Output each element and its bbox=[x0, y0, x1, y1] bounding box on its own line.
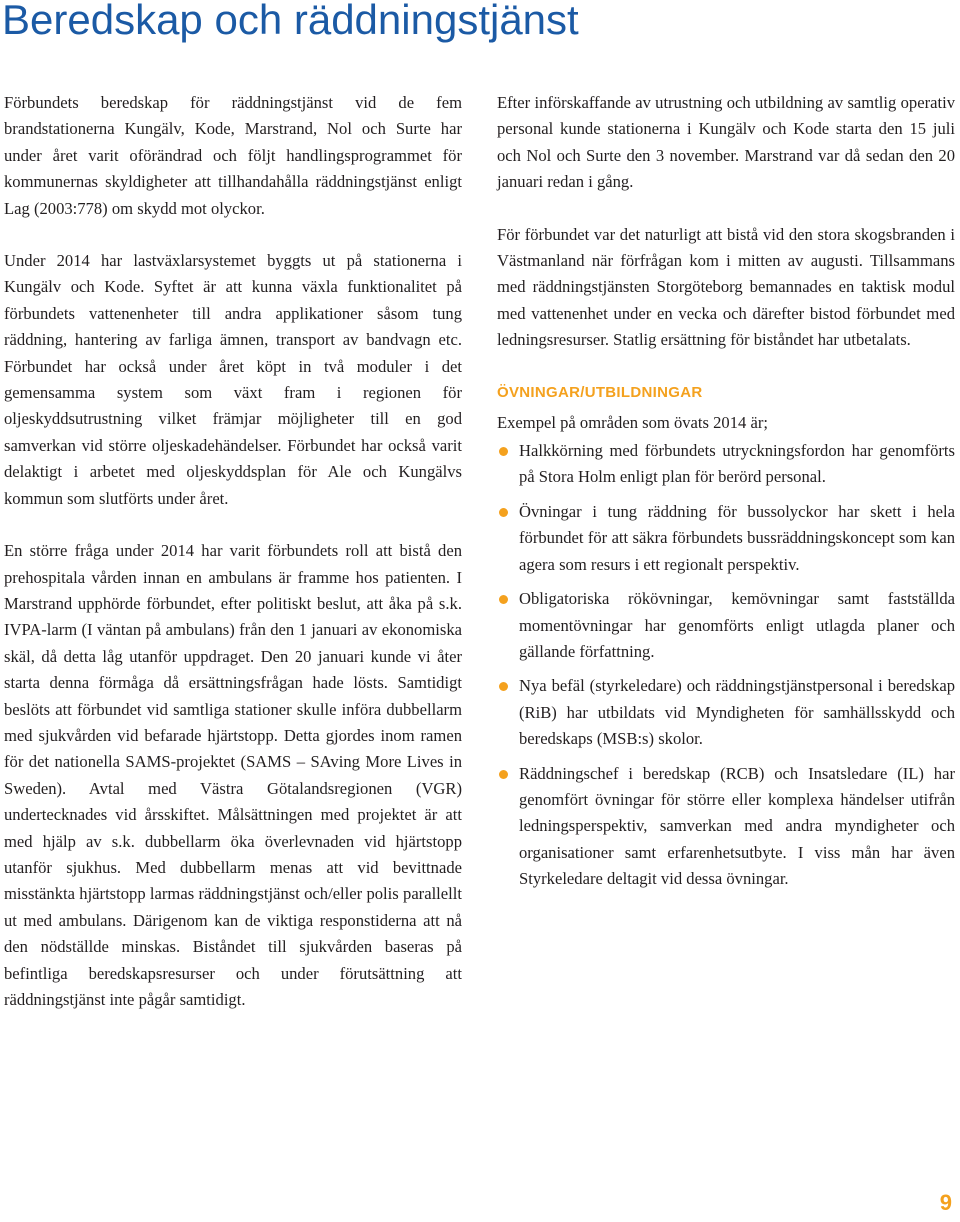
paragraph-skogsbrand: För förbundet var det naturligt att bistå vid den stora skogsbranden i Västmanland när förfrågan kom i mitten av augusti. Tillsammans med räddningstjänsten Storgöteborg bemannades en taktisk modul med vattenenhet under en vecka och därefter bistod förbundet med ledningsresurser. Statlig ersättning för biståndet har utbetalats. bbox=[497, 224, 955, 350]
section-heading-ovningar: ÖVNINGAR/UTBILDNINGAR bbox=[497, 383, 703, 401]
right-column bbox=[497, 90, 955, 901]
list-item bbox=[497, 499, 955, 578]
list-item bbox=[497, 673, 955, 752]
bullet-dot-icon bbox=[499, 770, 508, 779]
list-item bbox=[497, 761, 955, 893]
paragraph-utrustning: Efter införskaffande av utrustning och utbildning av samtlig operativ personal kunde stationerna i Kungälv och Kode starta den 15 juli och Nol och Surte den 3 november. Marstrand var då sedan den 20 januari redan i gång. bbox=[497, 93, 955, 192]
left-column bbox=[4, 90, 462, 1039]
section-intro: Exempel på områden som övats 2014 är; bbox=[497, 412, 768, 432]
bullet-dot-icon bbox=[499, 682, 508, 691]
list-item-text: Övningar i tung räddning för bussolyckor har skett i hela förbundet för att säkra förbundets bussräddningskoncept som kan agera som resurs i ett regionalt perspektiv. bbox=[519, 501, 955, 574]
paragraph-beredskap: Förbundets beredskap för räddningstjänst vid de fem brandstationerna Kungälv, Kode, Marstrand, Nol och Surte har under året varit oförändrad och följt handlingsprogrammet för kommunernas skyldigheter att tillhandahålla räddningstjänst enligt Lag (2003:778) om skydd mot olyckor. bbox=[4, 93, 462, 218]
paragraph-lastvaxlarsystem: Under 2014 har lastväxlarsystemet byggts ut på stationerna i Kungälv och Kode. Syftet är att kunna växla funktionalitet på förbundets vattenenheter till andra applikationer såsom tung räddning, hantering av farliga ämnen, transport av bandvagn etc. Förbundet har också under året köpt in två moduler i det gemensamma system som växt fram i regionen för oljeskyddsutrustning vilket främjar möjligheter till en god samverkan vid större oljeskadehändelser. Förbundet har också varit delaktigt i arbetet med oljeskyddsplan för Ale och Kungälvs kommun som slutförts under året. bbox=[4, 251, 462, 508]
list-item bbox=[497, 586, 955, 665]
list-item-text: Halkkörning med förbundets utryckningsfordon har genomförts på Stora Holm enligt plan för berörd personal. bbox=[519, 441, 955, 487]
bullet-dot-icon bbox=[499, 595, 508, 604]
bullet-dot-icon bbox=[499, 447, 508, 456]
exercise-list bbox=[497, 438, 955, 893]
list-item-text: Obligatoriska rökövningar, kemövningar samt fastställda momentövningar har genomförts enligt utlagda planer och gällande författning. bbox=[519, 589, 955, 661]
list-item-text: Räddningschef i beredskap (RCB) och Insatsledare (IL) har genomfört övningar för större eller komplexa händelser utifrån ledningsperspektiv, samverkan med andra myndigheter och organisationer samt erfarenhetsutbyte. I viss mån har även Styrkeledare deltagit vid dessa övningar. bbox=[519, 763, 955, 889]
list-item-text: Nya befäl (styrkeledare) och räddningstjänstpersonal i beredskap (RiB) har utbildats vid Myndigheten för samhällsskydd och beredskaps (MSB:s) skolor. bbox=[519, 676, 955, 749]
list-item bbox=[497, 438, 955, 491]
paragraph-prehospital: En större fråga under 2014 har varit förbundets roll att bistå den prehospitala vården innan en ambulans är framme hos patienten. I Marstrand upphörde förbundet, efter politiskt beslut, att åka på s.k. IVPA-larm (I väntan på ambulans) från den 1 januari av ekonomiska skäl, då detta låg utanför uppdraget. Den 20 januari kunde vi åter starta denna förmåga då ersättningsfrågan hade lösts. Samtidigt beslöts att förbundet vid samtliga stationer skulle införa dubbellarm med sjukvården vid befarade hjärtstopp. Detta gjordes inom ramen för det nationella SAMS-projektet (SAMS – SAving More Lives in Sweden). Avtal med Västra Götalandsregionen (VGR) undertecknades vid årsskiftet. Målsättningen med projektet är att med hjälp av s.k. dubbellarm öka överlevnaden vid hjärtstopp utanför sjukhus. Med dubbellarm menas att vid bevittnade misstänkta hjärtstopp larmas räddningstjänst och/eller polis parallellt ut med ambulans. Därigenom kan de viktiga responstiderna att nå den nödställde minskas. Biståndet till sjukvården baseras på befintliga beredskapsresurser och under förutsättning att räddningstjänst inte pågår samtidigt. bbox=[4, 541, 462, 1009]
page-number: 9 bbox=[939, 1190, 952, 1215]
page-title: Beredskap och räddningstjänst bbox=[2, 0, 579, 43]
bullet-dot-icon bbox=[499, 508, 508, 517]
